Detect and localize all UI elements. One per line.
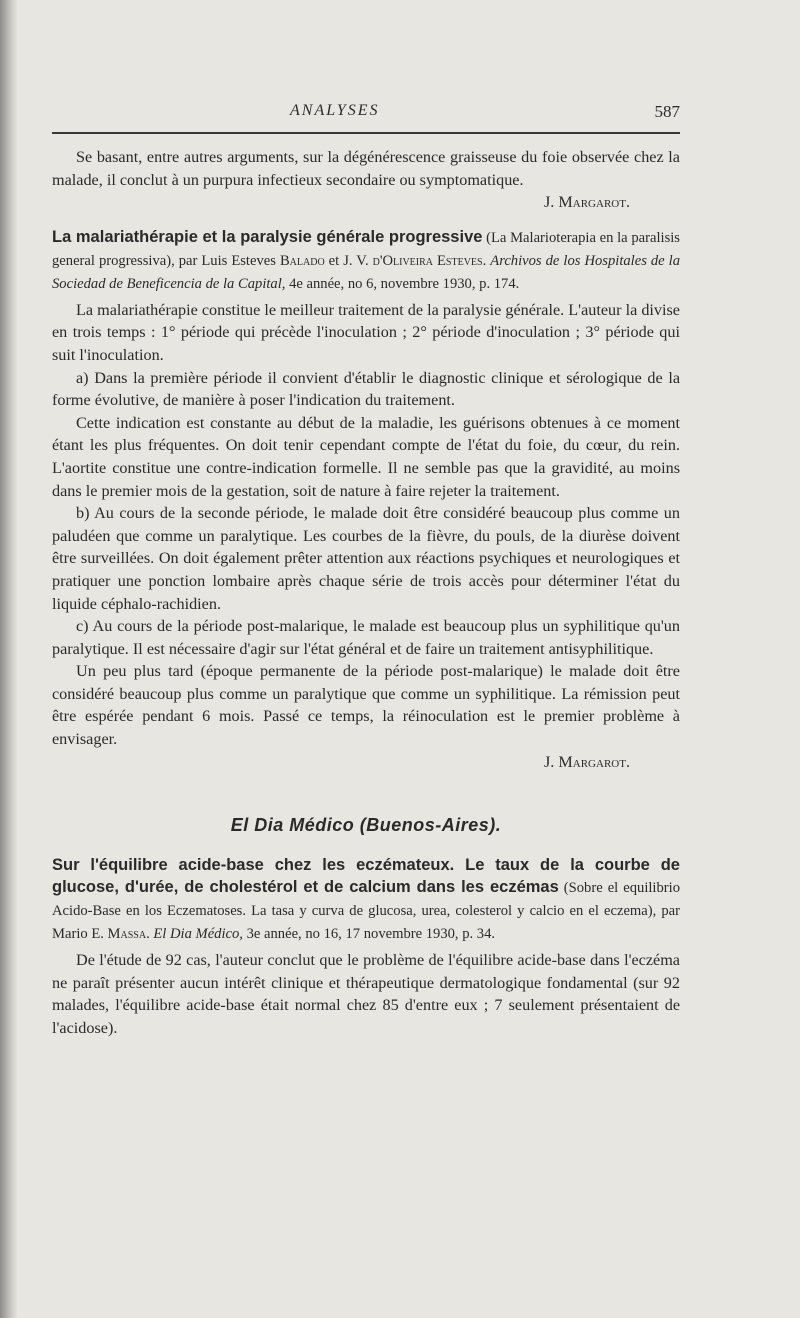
article-2-author: Massa bbox=[107, 926, 147, 943]
article-1-author-1: Balado bbox=[279, 252, 325, 269]
article-1-paragraph: La malariathérapie constitue le meilleur traitement de la paralysie générale. L'auteur la divise en trois temps : 1° période qui précède l'inoculation ; 2° période d'inoculation ; 3° période qui suit l'inoculation. bbox=[52, 300, 680, 364]
article-2 bbox=[52, 854, 680, 1039]
article-1-journal: Archivos de los Hospitales de la Sociedad de Beneficencia de la Capital, bbox=[52, 252, 681, 292]
article-1-signature: J. Margarot. bbox=[543, 752, 630, 771]
page-number: 587 bbox=[654, 102, 680, 121]
article-1-paragraph: Cette indication est constante au début de la maladie, les guérisons obtenues à ce moment étant les plus fréquentes. On doit tenir cependant compte de l'état du foie, du cœur, du rein. L'aortite constitue une contre-indication formelle. Il ne semble pas que la gravidité, au moins dans le premier mois de la gestation, soit de nature à faire rejeter la traitement. bbox=[52, 413, 680, 500]
article-1-author-2: d'Oliveira Esteves bbox=[372, 252, 483, 269]
article-2-journal: El Dia Médico, bbox=[153, 926, 243, 943]
book-spine-shadow bbox=[0, 0, 18, 1318]
running-title: ANALYSES bbox=[290, 102, 380, 119]
article-2-title-bold: Sur l'équilibre acide-base chez les eczémateux. Le taux de la courbe de glucose, d'urée, de cholestérol et de calcium dans les eczémas bbox=[52, 856, 680, 897]
article-1-paragraph: b) Au cours de la seconde période, le malade doit être considéré beaucoup plus comme un paludéen que comme un paralytique. Les courbes de la fièvre, du pouls, de la diurèse doivent être surveillées. On doit également prêter attention aux réactions psychiques et neurologiques et pratiquer une ponction lombaire après chaque série de trois accès pour déterminer l'état du liquide céphalo-rachidien. bbox=[52, 504, 680, 613]
article-1-title-bold: La malariathérapie et la paralysie générale progressive bbox=[52, 227, 483, 246]
page-header bbox=[52, 96, 680, 130]
intro-paragraph: Se basant, entre autres arguments, sur la dégénérescence graisseuse du foie observée chez la malade, il conclut à un purpura infectieux secondaire ou symptomatique. bbox=[52, 148, 680, 189]
article-2-title: Sur l'équilibre acide-base chez les eczémateux. Le taux de la courbe de glucose, d'urée, de cholestérol et de calcium dans les eczémas (Sobre el equilibrio Acido-Base en los Eczematoses. La tasa y curva de glucosa, urea, colesterol y calcio en el eczema), par Mario E. Massa. El Dia Médico, 3e année, no 16, 17 novembre 1930, p. 34. bbox=[52, 856, 680, 943]
article-1-signature-line bbox=[52, 751, 680, 774]
article-1-last-paragraph: Un peu plus tard (époque permanente de la période post-malarique) le malade doit être considéré beaucoup plus comme un paralytique que comme un syphilitique. La rémission peut être espérée pendant 6 mois. Passé ce temps, la réinoculation est le premier problème à envisager. bbox=[52, 662, 680, 749]
intro-signature: J. Margarot. bbox=[543, 193, 630, 212]
article-2-paragraph: De l'étude de 92 cas, l'auteur conclut que le problème de l'équilibre acide-base dans l'eczéma ne paraît présenter aucun intérêt clinique et thérapeutique dermatologique fondamental (sur 92 malades, l'équilibre acide-base était normal chez 85 d'entre eux ; 7 seulement présentaient de l'acidose). bbox=[52, 951, 680, 1038]
intro-signature-line bbox=[52, 191, 680, 214]
page bbox=[52, 96, 680, 1040]
article-1 bbox=[52, 226, 680, 773]
section-heading: El Dia Médico (Buenos-Aires). bbox=[230, 815, 502, 836]
header-rule bbox=[52, 132, 680, 134]
article-1-paragraph: a) Dans la première période il convient d'établir le diagnostic clinique et sérologique de la forme évolutive, de manière à poser l'indication du traitement. bbox=[52, 368, 680, 410]
article-1-paragraph: c) Au cours de la période post-malarique, le malade est beaucoup plus un syphilitique qu'un paralytique. Il est nécessaire d'agir sur l'état général et de faire un traitement antisyphilitique. bbox=[52, 617, 680, 658]
article-1-title: La malariathérapie et la paralysie générale progressive (La Malarioterapia en la paralisis general progressiva), par Luis Esteves Balado et J. V. d'Oliveira Esteves. Archivos de los Hospitales de la Sociedad de Beneficencia de la Capital, 4e année, no 6, novembre 1930, p. 174. bbox=[52, 227, 681, 292]
